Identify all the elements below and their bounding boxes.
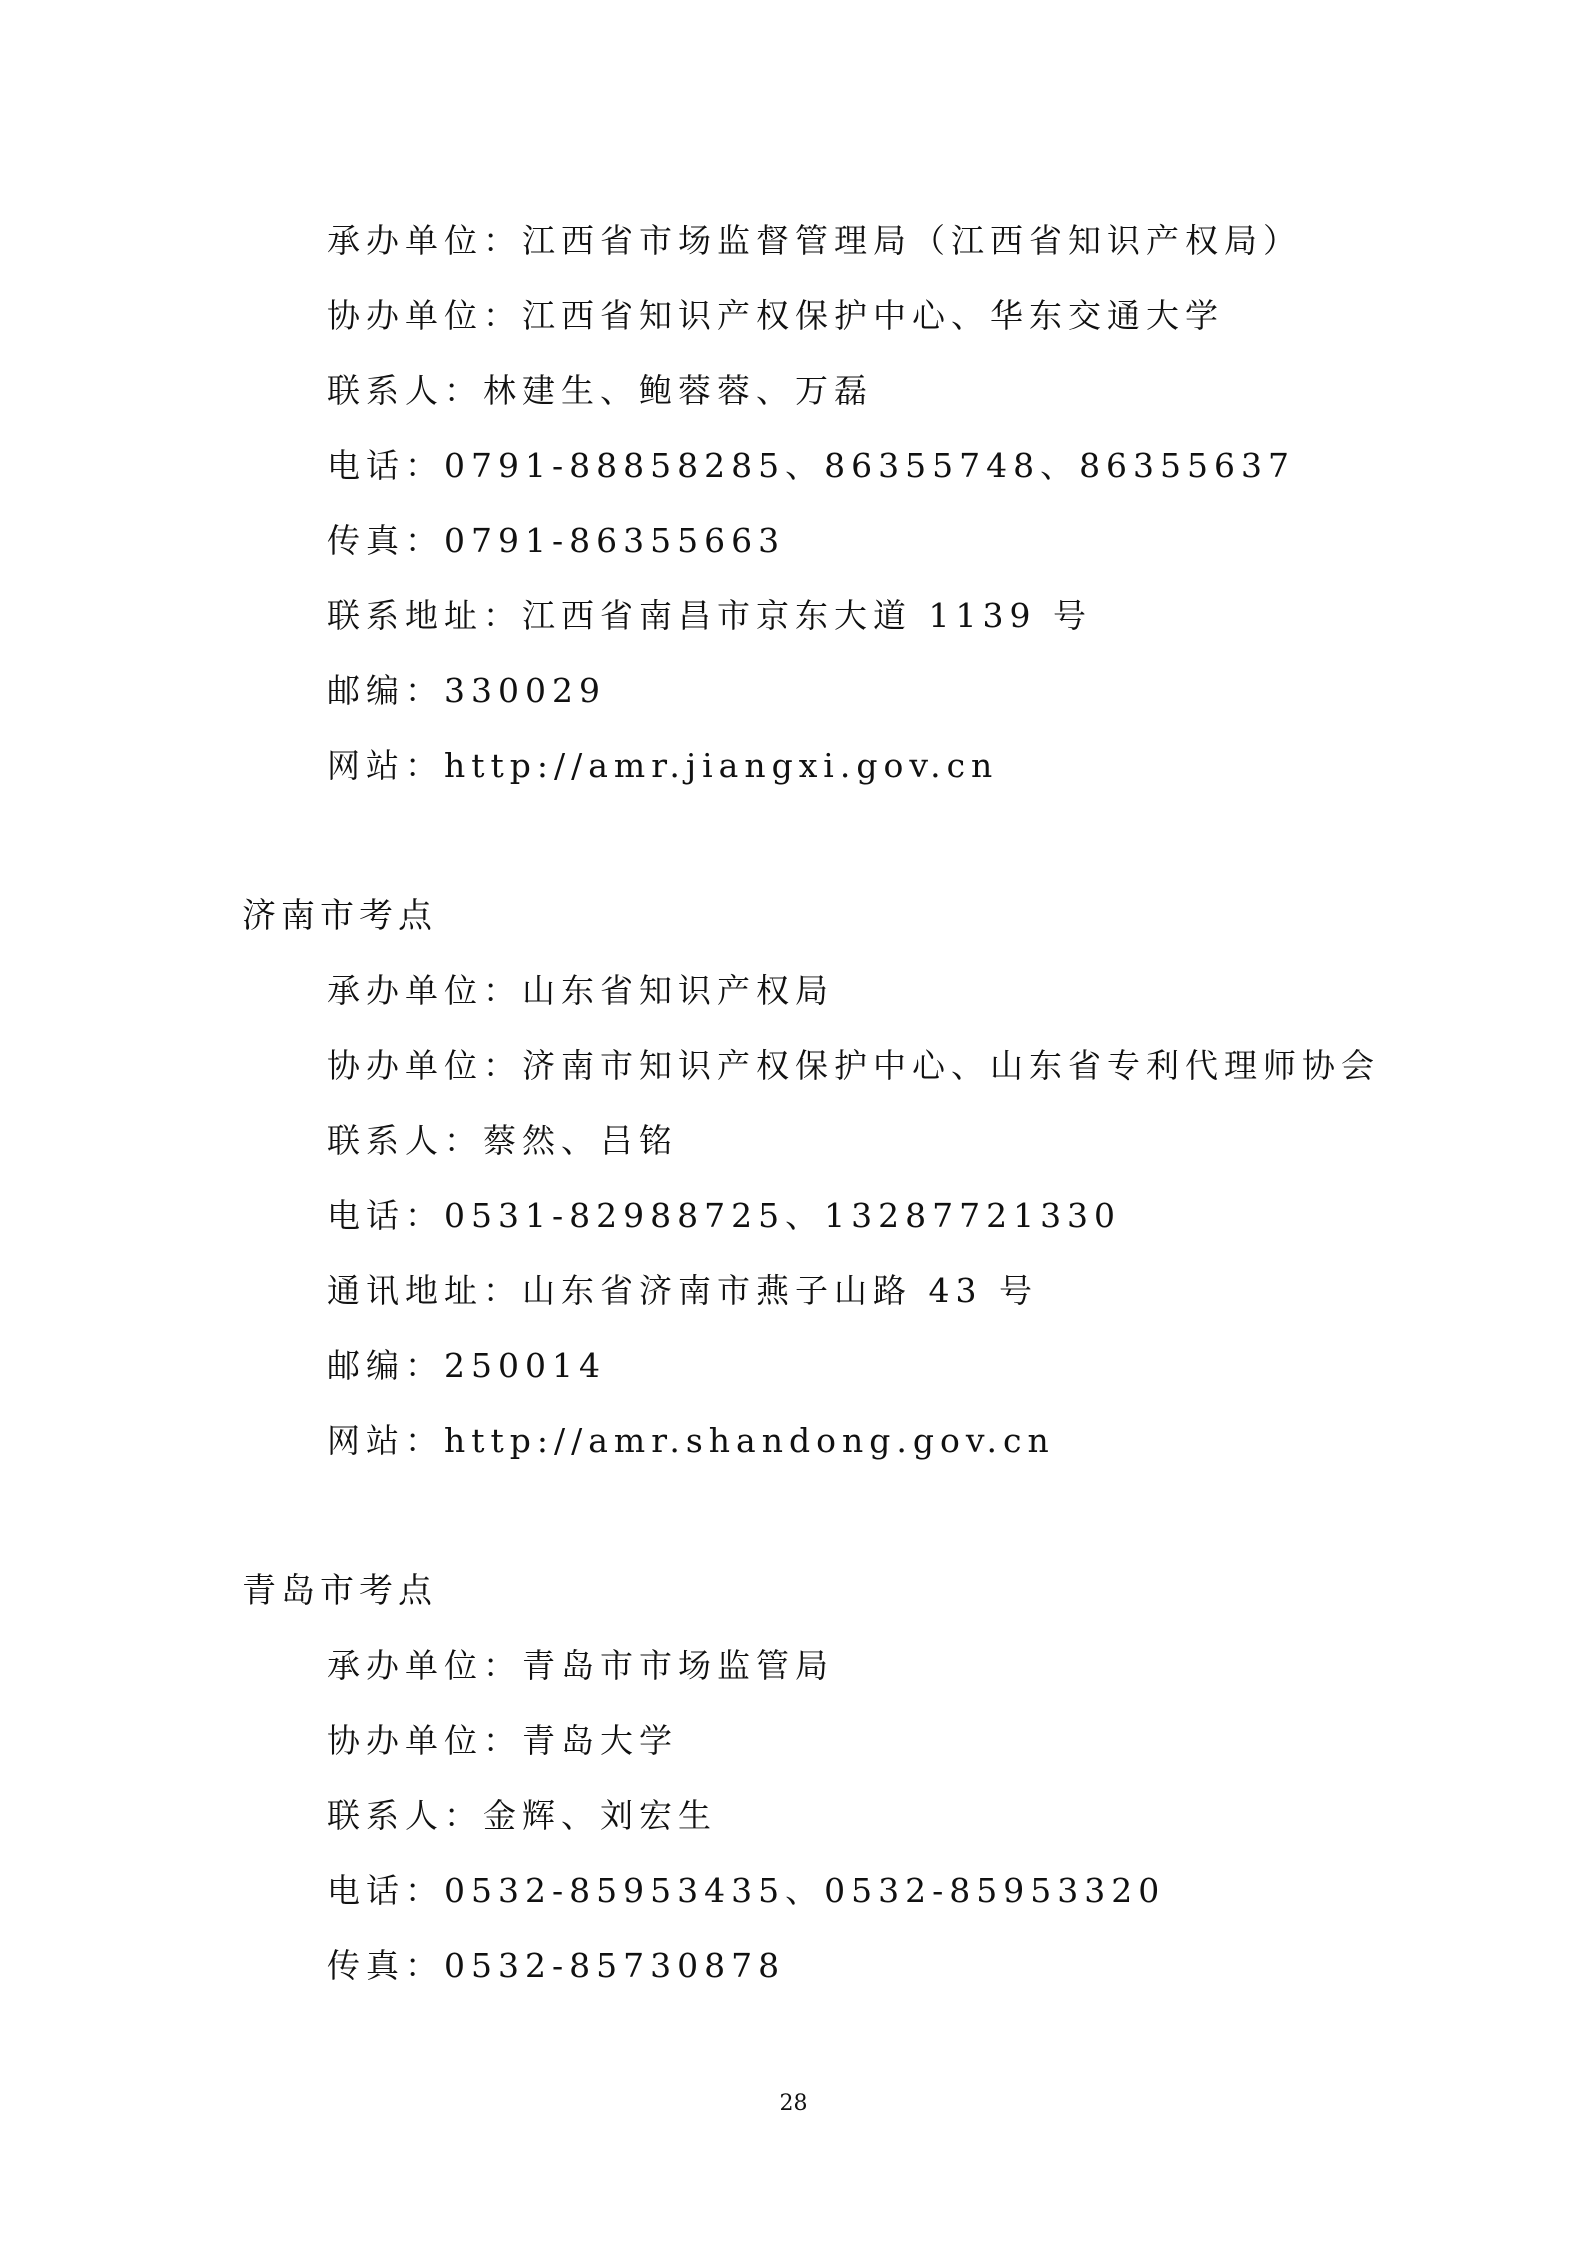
jiangxi-host: 承办单位：江西省市场监督管理局（江西省知识产权局） (327, 221, 1302, 260)
jinan-address: 通讯地址：山东省济南市燕子山路 43 号 (327, 1271, 1038, 1310)
jiangxi-postcode: 邮编：330029 (327, 671, 606, 710)
jinan-website: 网站：http://amr.shandong.gov.cn (327, 1421, 1055, 1460)
jinan-host: 承办单位：山东省知识产权局 (327, 971, 834, 1010)
jiangxi-phone: 电话：0791-88858285、86355748、86355637 (327, 446, 1296, 485)
qingdao-host: 承办单位：青岛市市场监管局 (327, 1646, 834, 1685)
jiangxi-address: 联系地址：江西省南昌市京东大道 1139 号 (327, 596, 1092, 635)
jiangxi-fax: 传真：0791-86355663 (327, 521, 786, 560)
qingdao-contacts: 联系人：金辉、刘宏生 (327, 1796, 717, 1835)
jiangxi-website: 网站：http://amr.jiangxi.gov.cn (327, 746, 999, 785)
qingdao-co-host: 协办单位：青岛大学 (327, 1721, 678, 1760)
qingdao-section-title: 青岛市考点 (242, 1571, 437, 1611)
jinan-phone: 电话：0531-82988725、13287721330 (327, 1196, 1122, 1235)
jinan-postcode: 邮编：250014 (327, 1346, 606, 1385)
page-number: 28 (779, 2091, 808, 2116)
jinan-section-title: 济南市考点 (242, 896, 437, 936)
qingdao-phone: 电话：0532-85953435、0532-85953320 (327, 1871, 1166, 1910)
jiangxi-contacts: 联系人：林建生、鲍蓉蓉、万磊 (327, 371, 873, 410)
jiangxi-co-host: 协办单位：江西省知识产权保护中心、华东交通大学 (327, 296, 1224, 335)
qingdao-fax: 传真：0532-85730878 (327, 1946, 786, 1985)
jinan-contacts: 联系人：蔡然、吕铭 (327, 1121, 678, 1160)
jinan-co-host: 协办单位：济南市知识产权保护中心、山东省专利代理师协会 (327, 1046, 1380, 1085)
